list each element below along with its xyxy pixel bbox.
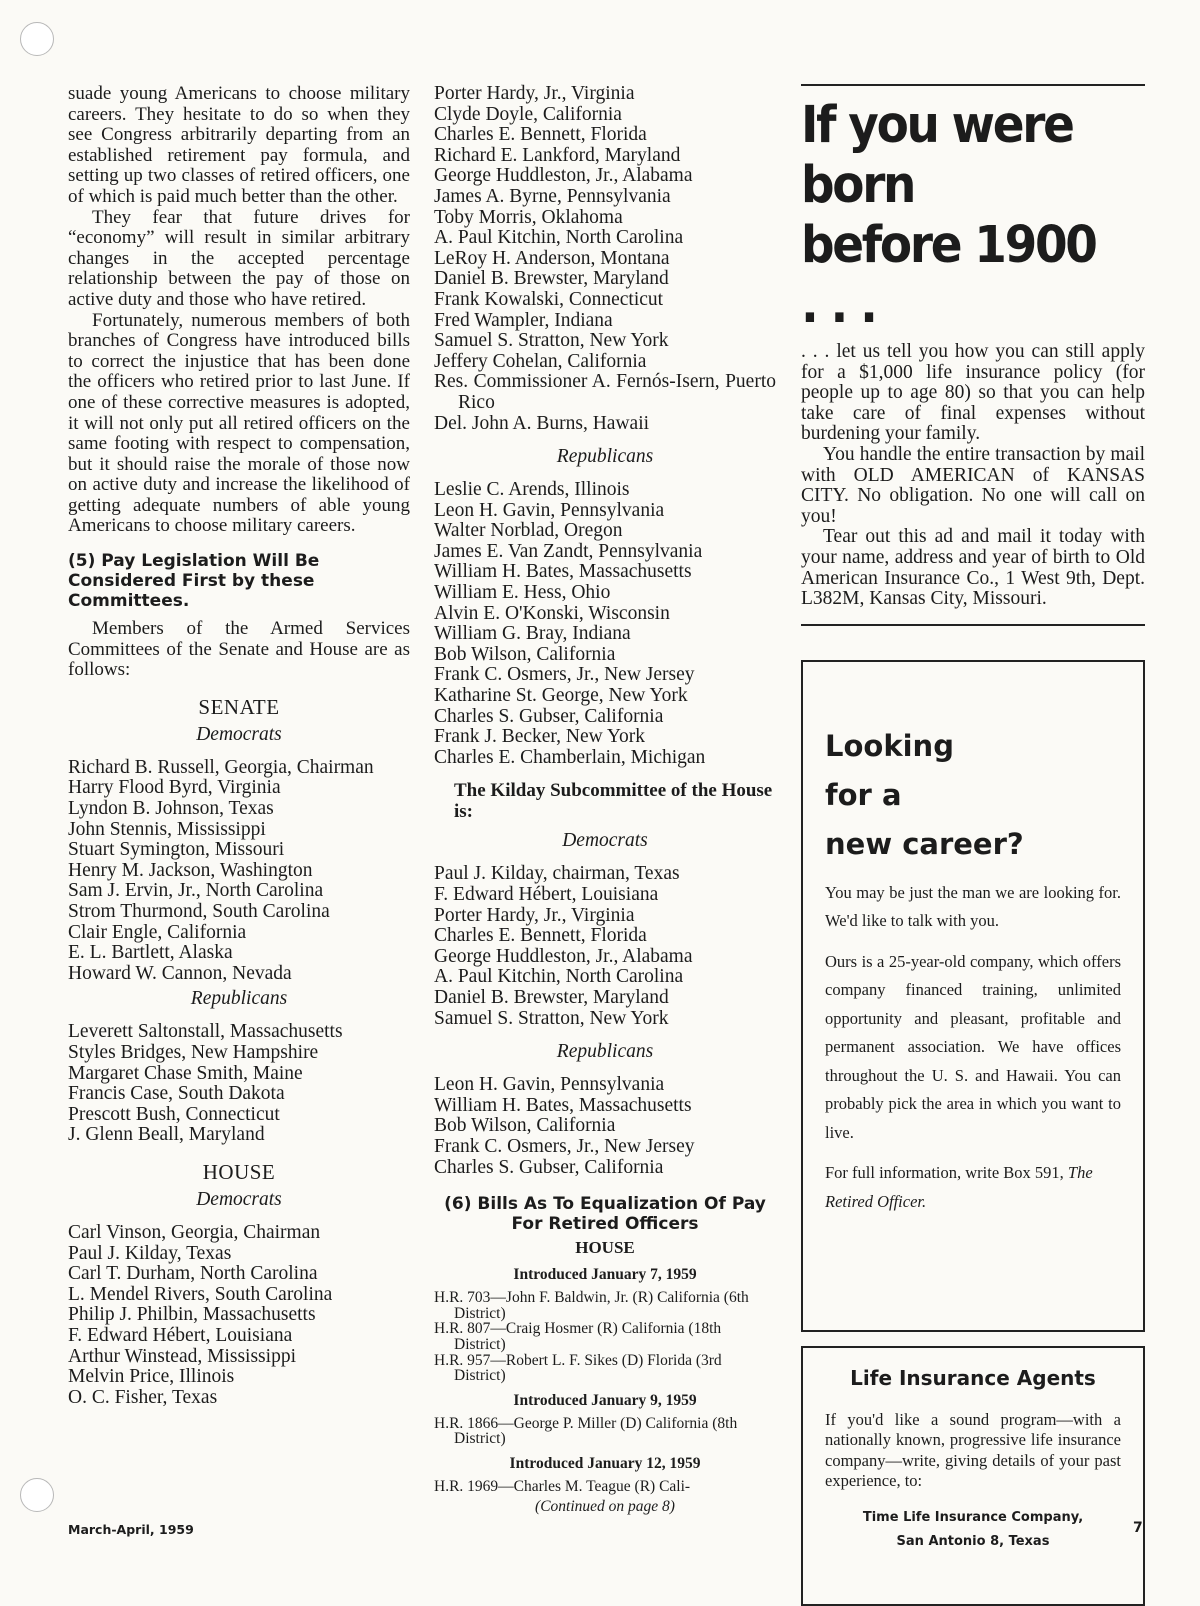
kilday-democrats-list — [434, 864, 776, 1029]
agents-ad-body: If you'd like a sound program—with a nationally known, progressive life insurance company—write, giving details of your past experience, to: — [825, 1409, 1121, 1491]
introduced-jan-7-heading: Introduced January 7, 1959 — [513, 1266, 697, 1284]
bill-entry: H.R. 957—Robert L. F. Sikes (D) Florida (3rd District) — [434, 1351, 722, 1385]
career-ad-paragraph-1: You may be just the man we are looking for. We'd like to talk with you. — [825, 882, 1121, 931]
list-item: Stuart Symington, Missouri — [68, 839, 285, 861]
list-item: Leon H. Gavin, Pennsylvania — [434, 499, 665, 521]
list-item: Samuel S. Stratton, New York — [434, 330, 669, 352]
list-item: Charles S. Gubser, California — [434, 705, 664, 727]
kilday-democrats-label: Democrats — [562, 830, 648, 852]
list-item: Lyndon B. Johnson, Texas — [68, 798, 274, 820]
career-ad-contact-text: For full information, write Box 591, — [825, 1163, 1068, 1183]
agents-ad-company: Time Life Insurance Company, — [862, 1509, 1084, 1525]
list-item: Leon H. Gavin, Pennsylvania — [434, 1074, 665, 1096]
list-item: Frank C. Osmers, Jr., New Jersey — [434, 1135, 695, 1157]
career-ad-headline-line-3: new career? — [825, 826, 1024, 861]
list-item: Charles E. Bennett, Florida — [434, 124, 647, 146]
list-item: Styles Bridges, New Hampshire — [68, 1041, 319, 1063]
insurance-ad-paragraph-1: . . . let us tell you how you can still apply for a $1,000 life insurance policy (for people up to age 80) so that you can help take care of final expenses without burdening your family. — [801, 341, 1145, 445]
senate-heading: SENATE — [198, 694, 280, 719]
column-2 — [434, 84, 776, 1516]
section-6-heading-line-2: For Retired Officers — [511, 1214, 699, 1235]
bill-entry: H.R. 1866—George P. Miller (D) California (8th District) — [434, 1414, 738, 1448]
senate-republicans-list — [68, 1022, 410, 1146]
old-american-insurance-ad — [801, 84, 1145, 626]
senate-republicans-label: Republicans — [190, 988, 288, 1010]
issue-date: March-April, 1959 — [68, 1522, 194, 1537]
section-6-house-heading: HOUSE — [575, 1238, 635, 1258]
list-item: Harry Flood Byrd, Virginia — [68, 777, 281, 799]
page-number: 7 — [1133, 1520, 1143, 1536]
career-ad-headline-line-1: Looking — [825, 728, 954, 763]
list-item: Paul J. Kilday, chairman, Texas — [434, 863, 680, 885]
list-item: A. Paul Kitchin, North Carolina — [434, 227, 684, 249]
list-item: Margaret Chase Smith, Maine — [68, 1062, 303, 1084]
career-ad-headline-line-2: for a — [825, 777, 902, 812]
list-item: Richard B. Russell, Georgia, Chairman — [68, 756, 374, 778]
list-item: Philip J. Philbin, Massachusetts — [68, 1304, 316, 1326]
list-item: LeRoy H. Anderson, Montana — [434, 247, 670, 269]
list-item: Walter Norblad, Oregon — [434, 520, 623, 542]
list-item: Henry M. Jackson, Washington — [68, 859, 313, 881]
list-item: George Huddleston, Jr., Alabama — [434, 945, 693, 967]
list-item: George Huddleston, Jr., Alabama — [434, 165, 693, 187]
house-democrats-list — [68, 1223, 410, 1408]
list-item: L. Mendel Rivers, South Carolina — [68, 1283, 333, 1305]
intro-paragraph-1: suade young Americans to choose military careers. They hesitate to do so when they see Congress arbitrarily departing from an established retirement pay formula, and setting up two classes of retired officers, one of which is paid much better than the other. — [68, 83, 410, 207]
house-republicans-list — [434, 480, 776, 768]
list-item: Frank C. Osmers, Jr., New Jersey — [434, 664, 695, 686]
insurance-ad-paragraph-2: You handle the entire transaction by mail with OLD AMERICAN of KANSAS CITY. No obligation. No one will call on you! — [801, 443, 1145, 527]
list-item: Strom Thurmond, South Carolina — [68, 901, 330, 922]
senate-democrats-list — [68, 758, 410, 985]
list-item: Carl T. Durham, North Carolina — [68, 1263, 318, 1285]
list-item: Jeffery Cohelan, California — [434, 350, 647, 372]
section-6-heading-line-1: (6) Bills As To Equalization Of Pay — [444, 1194, 766, 1215]
list-item: Bob Wilson, California — [434, 643, 616, 665]
list-item: John Stennis, Mississippi — [68, 818, 266, 840]
house-republicans-label: Republicans — [556, 446, 654, 468]
list-item: O. C. Fisher, Texas — [68, 1386, 218, 1408]
agents-ad-city: San Antonio 8, Texas — [896, 1533, 1050, 1549]
insurance-ad-headline — [801, 96, 1117, 336]
list-item: Clyde Doyle, California — [434, 103, 622, 125]
list-item: Porter Hardy, Jr., Virginia — [434, 83, 635, 104]
senate-democrats-label: Democrats — [196, 723, 282, 745]
bill-entry: H.R. 1969—Charles M. Teague (R) Cali- — [434, 1477, 691, 1495]
list-item: A. Paul Kitchin, North Carolina — [434, 966, 684, 988]
column-3 — [801, 84, 1145, 1606]
list-item: Frank Kowalski, Connecticut — [434, 288, 664, 310]
new-career-ad — [801, 660, 1145, 1332]
list-item: Carl Vinson, Georgia, Chairman — [68, 1221, 321, 1243]
list-item: Charles S. Gubser, California — [434, 1156, 664, 1178]
list-item: Del. John A. Burns, Hawaii — [434, 412, 650, 434]
career-ad-paragraph-2: Ours is a 25-year-old company, which offers company financed training, unlimited opportunity and pleasant, profitable and permanent association. We have offices throughout the U. S. and Hawaii. You can probably pick the area in which you want to live. — [825, 951, 1121, 1142]
intro-paragraph-2: They fear that future drives for “economy” will result in similar arbitrary changes in the accepted percentage relationship between the pay of those on active duty and those who have retired. — [68, 206, 410, 310]
list-item: Howard W. Cannon, Nevada — [68, 962, 292, 984]
insurance-ad-headline-line-1: If you were born — [801, 96, 1073, 215]
list-item: Samuel S. Stratton, New York — [434, 1007, 669, 1029]
list-item: E. L. Bartlett, Alaska — [68, 942, 233, 964]
column-1 — [68, 84, 410, 1408]
list-item: Arthur Winstead, Mississippi — [68, 1345, 296, 1367]
list-item: William H. Bates, Massachusetts — [434, 1094, 692, 1116]
career-ad-headline — [825, 722, 1121, 869]
agents-ad-headline: Life Insurance Agents — [850, 1365, 1096, 1390]
list-item: Daniel B. Brewster, Maryland — [434, 268, 669, 290]
kilday-republicans-list — [434, 1075, 776, 1178]
binder-hole-bottom — [20, 1478, 54, 1512]
list-item: William H. Bates, Massachusetts — [434, 561, 692, 583]
list-item: Daniel B. Brewster, Maryland — [434, 986, 669, 1008]
career-ad-paragraph-3 — [825, 1159, 1121, 1216]
list-item: Sam J. Ervin, Jr., North Carolina — [68, 880, 324, 902]
list-item: Res. Commissioner A. Fernós-Isern, Puerto Rico — [434, 371, 776, 413]
continued-note: (Continued on page 8) — [535, 1498, 675, 1516]
list-item: Clair Engle, California — [68, 921, 247, 943]
list-item: Katharine St. George, New York — [434, 685, 688, 707]
list-item: James A. Byrne, Pennsylvania — [434, 185, 671, 207]
introduced-jan-12-heading: Introduced January 12, 1959 — [509, 1454, 701, 1472]
list-item: Francis Case, South Dakota — [68, 1083, 285, 1105]
list-item: Leslie C. Arends, Illinois — [434, 479, 630, 501]
binder-hole-top — [20, 22, 54, 56]
section-5-heading: (5) Pay Legislation Will Be Considered First by these Committees. — [68, 551, 320, 612]
career-ad-publication: The Retired Officer. — [825, 1163, 1093, 1211]
list-item: Melvin Price, Illinois — [68, 1366, 235, 1388]
list-item: F. Edward Hébert, Louisiana — [434, 884, 659, 905]
list-item: F. Edward Hébert, Louisiana — [68, 1324, 293, 1346]
intro-paragraph-3: Fortunately, numerous members of both branches of Congress have introduced bills to correct the injustice that has been done the officers who retired prior to last June. If one of these corrective measures is adopted, it will not only put all retired officers on the same footing with respect to compensation, but it should raise the morale of those now on active duty and increase the likelihood of getting adequate numbers of able young Americans to choose military careers. — [68, 309, 410, 537]
list-item: James E. Van Zandt, Pennsylvania — [434, 540, 703, 562]
insurance-ad-headline-line-2: before 1900 . . . — [801, 216, 1096, 335]
house-democrats-continued-list — [434, 84, 776, 434]
list-item: Paul J. Kilday, Texas — [68, 1242, 232, 1264]
list-item: William G. Bray, Indiana — [434, 623, 631, 645]
life-insurance-agents-ad — [801, 1346, 1145, 1606]
list-item: J. Glenn Beall, Maryland — [68, 1124, 265, 1146]
insurance-ad-paragraph-3: Tear out this ad and mail it today with your name, address and year of birth to Old American Insurance Co., 1 West 9th, Dept. L382M, Kansas City, Missouri. — [801, 526, 1145, 610]
list-item: Leverett Saltonstall, Massachusetts — [68, 1021, 343, 1043]
bill-entry: H.R. 703—John F. Baldwin, Jr. (R) California (6th District) — [434, 1289, 749, 1322]
list-item: Prescott Bush, Connecticut — [68, 1103, 280, 1125]
house-democrats-label: Democrats — [196, 1188, 282, 1210]
list-item: Fred Wampler, Indiana — [434, 309, 613, 331]
list-item: Alvin E. O'Konski, Wisconsin — [434, 602, 670, 624]
list-item: Richard E. Lankford, Maryland — [434, 144, 681, 166]
list-item: Charles E. Bennett, Florida — [434, 925, 647, 947]
section-6-heading — [434, 1194, 776, 1234]
kilday-republicans-label: Republicans — [556, 1041, 654, 1063]
list-item: Charles E. Chamberlain, Michigan — [434, 746, 706, 768]
bill-entry: H.R. 807—Craig Hosmer (R) California (18th District) — [434, 1320, 722, 1353]
section-5-text: Members of the Armed Services Committees of the Senate and House are as follows: — [68, 618, 410, 681]
introduced-jan-9-heading: Introduced January 9, 1959 — [513, 1391, 697, 1409]
house-heading: HOUSE — [202, 1159, 276, 1184]
kilday-subcommittee-heading: The Kilday Subcommittee of the House is: — [454, 780, 773, 823]
list-item: Toby Morris, Oklahoma — [434, 206, 623, 228]
list-item: Bob Wilson, California — [434, 1115, 616, 1137]
list-item: William E. Hess, Ohio — [434, 582, 611, 604]
list-item: Porter Hardy, Jr., Virginia — [434, 904, 635, 926]
list-item: Frank J. Becker, New York — [434, 726, 645, 748]
